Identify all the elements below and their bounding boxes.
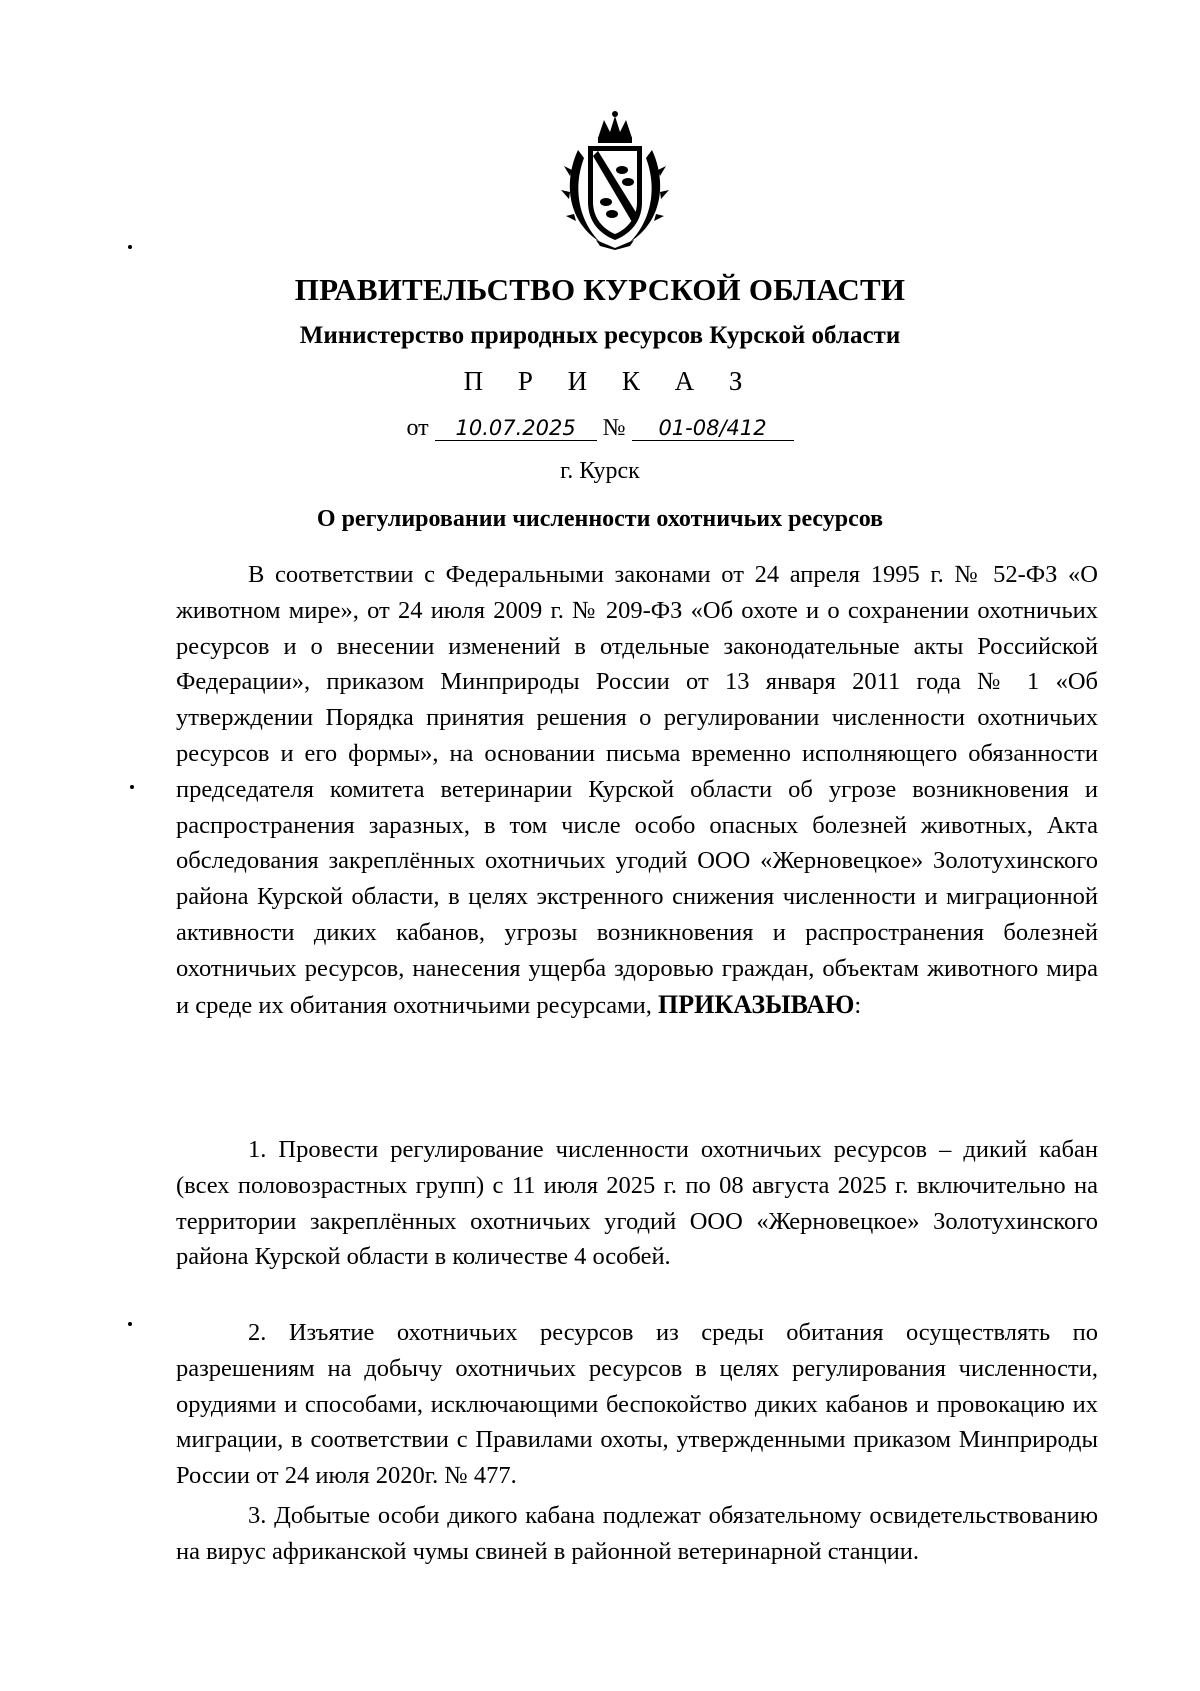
scan-speck: [128, 245, 132, 249]
item-1-text: 1. Провести регулирование численности охотничьих ресурсов – дикий кабан (всех половозрастных групп) с 11 июля 2025 г. по 08 августа 2025 г. включительно на территории закреплённых охотничьих угодий ООО «Жерновецкое» Золотухинского района Курской области в количестве 4 особей.: [176, 1136, 1098, 1271]
document-type: П Р И К А З: [463, 366, 757, 396]
coat-of-arms-icon: [560, 110, 670, 250]
government-title: ПРАВИТЕЛЬСТВО КУРСКОЙ ОБЛАСТИ: [294, 272, 906, 307]
scan-speck: [128, 1322, 132, 1326]
ministry-name: Министерство природных ресурсов Курской области: [299, 322, 901, 349]
item-3-paragraph: [176, 1498, 1098, 1570]
order-subject: О регулировании численности охотничьих ресурсов: [316, 506, 884, 532]
item-1-paragraph: [176, 1132, 1098, 1275]
handwritten-date: 10.07.2025: [435, 416, 597, 441]
order-word: ПРИКАЗЫВАЮ: [658, 989, 855, 1019]
preamble-text: В соответствии с Федеральными законами от 24 апреля 1995 г. № 52-ФЗ «О животном мире», от 24 июля 2009 г. № 209-ФЗ «Об охоте и о сохранении охотничьих ресурсов и о внесении изменений в отдельные законодательные акты Российской Федерации», приказом Минприроды России от 13 января 2011 года № 1 «Об утверждении Порядка принятия решения о регулировании численности охотничьих ресурсов и его формы», на основании письма временно исполняющего обязанности председателя комитета ветеринарии Курской области об угрозе возникновения и распространения заразных, в том числе особо опасных болезней животных, Акта обследования закреплённых охотничьих угодий ООО «Жерновецкое» Золотухинского района Курской области, в целях экстренного снижения численности и миграционной активности диких кабанов, угрозы возникновения и распространения болезней охотничьих ресурсов, нанесения ущерба здоровью граждан, объектам животного мира и среде их обитания охотничьими ресурсами,: [176, 561, 1098, 1019]
scan-speck: [130, 785, 134, 789]
item-2-paragraph: [176, 1315, 1098, 1494]
preamble-paragraph: [176, 557, 1098, 1023]
city: г. Курск: [560, 458, 640, 484]
order-colon: :: [854, 991, 862, 1019]
item-3-text: 3. Добытые особи дикого кабана подлежат обязательному освидетельствованию на вирус африканской чумы свиней в районной ветеринарной станции.: [176, 1502, 1098, 1565]
date-number-line: [0, 415, 1200, 442]
item-2-text: 2. Изъятие охотничьих ресурсов из среды обитания осуществлять по разрешениям на добычу охотничьих ресурсов в целях регулирования численности, орудиями и способами, исключающими беспокойство диких кабанов и провокацию их миграции, в соответствии с Правилами охоты, утвержденными приказом Минприроды России от 24 июля 2020г. № 477.: [176, 1319, 1098, 1490]
number-prefix: №: [602, 415, 626, 441]
handwritten-number: 01-08/412: [632, 416, 794, 441]
date-prefix: от: [406, 415, 429, 441]
